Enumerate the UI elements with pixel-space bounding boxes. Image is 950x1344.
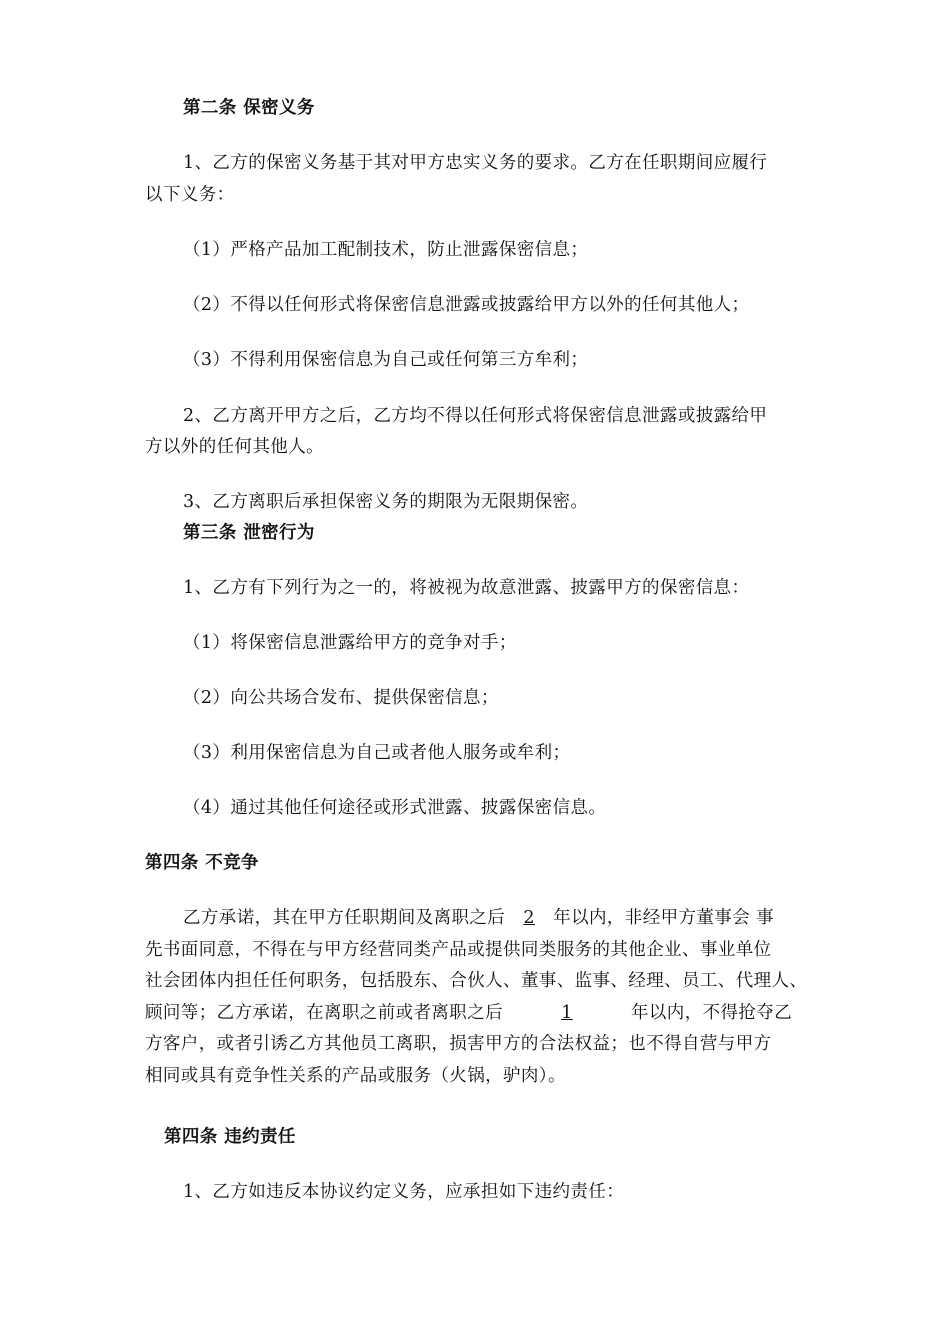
years-after-leaving-blank: 2 bbox=[523, 908, 535, 928]
article-2-paragraph-3: 3、乙方离职后承担保密义务的期限为无限期保密。 bbox=[183, 492, 589, 512]
years-no-poaching-blank: 1 bbox=[561, 1003, 573, 1023]
article-4-heading: 第四条 不竞争 bbox=[145, 853, 259, 873]
article-3-paragraph-1: 1、乙方有下列行为之一的，将被视为故意泄露、披露甲方的保密信息： bbox=[183, 578, 750, 598]
article-3-item-1: （1）将保密信息泄露给甲方的竞争对手； bbox=[183, 633, 517, 653]
article-4-line-4-start: 顾问等；乙方承诺，在离职之前或者离职之后 bbox=[145, 1003, 503, 1023]
article-3-heading: 第三条 泄密行为 bbox=[183, 523, 315, 543]
article-4-line-1-end: 年以内，非经甲方董事会 事 bbox=[553, 908, 774, 928]
article-3-item-2: （2）向公共场合发布、提供保密信息； bbox=[183, 688, 499, 708]
article-3-item-3: （3）利用保密信息为自己或者他人服务或牟利； bbox=[183, 743, 571, 763]
article-2-paragraph-2-line-1: 2、乙方离开甲方之后，乙方均不得以任何形式将保密信息泄露或披露给甲 bbox=[183, 406, 768, 426]
article-5-paragraph-1: 1、乙方如违反本协议约定义务，应承担如下违约责任： bbox=[183, 1182, 625, 1202]
article-2-paragraph-1-line-2: 以下义务： bbox=[145, 185, 235, 205]
article-4-line-5: 方客户，或者引诱乙方其他员工离职，损害甲方的合法权益；也不得自营与甲方 bbox=[145, 1034, 772, 1054]
article-4-line-4 bbox=[145, 1002, 792, 1024]
article-2-paragraph-2-line-2: 方以外的任何其他人。 bbox=[145, 437, 324, 457]
article-4-line-6: 相同或具有竞争性关系的产品或服务（火锅，驴肉）。 bbox=[145, 1066, 566, 1086]
article-4-line-1-start: 乙方承诺，其在甲方任职期间及离职之后 bbox=[183, 908, 506, 928]
article-5-heading: 第四条 违约责任 bbox=[164, 1127, 296, 1147]
article-2-item-2: （2）不得以任何形式将保密信息泄露或披露给甲方以外的任何其他人； bbox=[183, 295, 750, 315]
article-4-line-4-end: 年以内，不得抢夺乙 bbox=[631, 1003, 793, 1023]
article-4-line-2: 先书面同意，不得在与甲方经营同类产品或提供同类服务的其他企业、事业单位 bbox=[145, 940, 772, 960]
article-2-item-1: （1）严格产品加工配制技术，防止泄露保密信息； bbox=[183, 240, 589, 260]
article-4-line-1 bbox=[183, 907, 774, 929]
article-4-line-3: 社会团体内担任任何职务，包括股东、合伙人、董事、监事、经理、员工、代理人、 bbox=[145, 971, 808, 991]
article-2-item-3: （3）不得利用保密信息为自己或任何第三方牟利； bbox=[183, 350, 589, 370]
article-3-item-4: （4）通过其他任何途径或形式泄露、披露保密信息。 bbox=[183, 798, 607, 818]
article-2-paragraph-1-line-1: 1、乙方的保密义务基于其对甲方忠实义务的要求。乙方在任职期间应履行 bbox=[183, 153, 768, 173]
article-2-heading: 第二条 保密义务 bbox=[183, 98, 315, 118]
